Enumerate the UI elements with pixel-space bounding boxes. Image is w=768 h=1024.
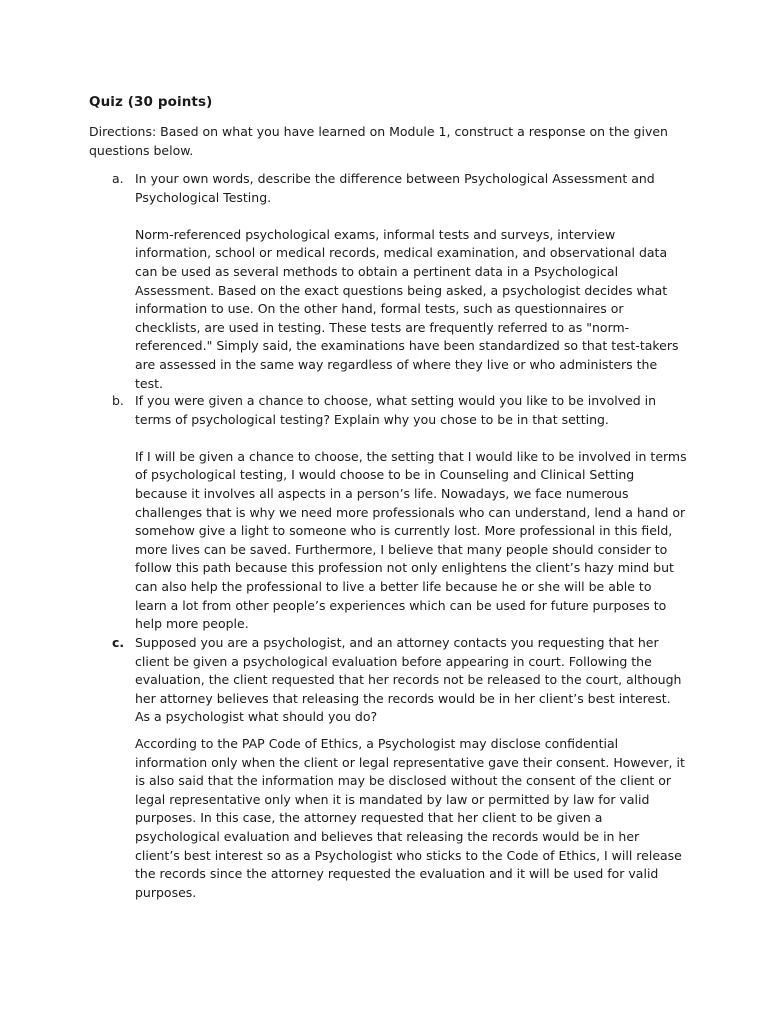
question-text: Supposed you are a psychologist, and an attorney contacts you requesting that her client be given a psychological evaluation before appearing in court. Following the evaluation, the client requested that her records not be released to the court, although her attorney believes that releasing the records would be in her client’s best interest. As a psychologist what should you do? [135, 635, 682, 725]
question-item-c [89, 634, 689, 902]
question-item-a [89, 170, 689, 393]
item-body [135, 634, 687, 902]
question-text: If you were given a chance to choose, what setting would you like to be involved in terms of psychological testing? Explain why you chose to be in that setting. [135, 393, 657, 427]
question-text: In your own words, describe the difference between Psychological Assessment and Psychological Testing. [135, 171, 655, 205]
answer-text: Norm-referenced psychological exams, informal tests and surveys, interview information, school or medical records, medical examination, and observational data can be used as several methods to obtain a pertinent data in a Psychological Assessment. Based on the exact questions being asked, a psychologist decides what information to use. On the other hand, formal tests, such as questionnaires or checklists, are used in testing. These tests are frequently referred to as "norm-referenced." Simply said, the examinations have been standardized so that test-takers are assessed in the same way regardless of where they live or who administers the test. [135, 226, 679, 391]
page-title: Quiz (30 points) [89, 94, 213, 110]
question-item-b [89, 392, 689, 634]
item-body [135, 392, 687, 634]
item-body [135, 170, 687, 393]
item-marker: a. [112, 171, 124, 186]
answer-text: According to the PAP Code of Ethics, a Psychologist may disclose confidential information only when the client or legal representative gave their consent. However, it is also said that the information may be disclosed without the consent of the client or legal representative only when it is mandated by law or permitted by law for valid purposes. In this case, the attorney requested that her client to be given a psychological evaluation and believes that releasing the records would be in her client’s best interest so as a Psychologist who sticks to the Code of Ethics, I will release the records since the attorney requested the evaluation and it will be used for valid purposes. [135, 735, 685, 900]
answer-text: If I will be given a chance to choose, the setting that I would like to be involved in terms of psychological testing, I would choose to be in Counseling and Clinical Setting because it involves all aspects in a person’s life. Nowadays, we face numerous challenges that is why we need more professionals who can understand, lend a hand or somehow give a light to someone who is currently lost. More professional in this field, more lives can be saved. Furthermore, I believe that many people should consider to follow this path because this profession not only enlightens the client’s hazy mind but can also help the professional to live a better life because he or she will be able to learn a lot from other people’s experiences which can be used for future purposes to help more people. [135, 448, 687, 632]
item-marker: c. [112, 635, 125, 650]
item-marker: b. [112, 393, 124, 408]
directions-text: Directions: Based on what you have learned on Module 1, construct a response on the given questions below. [89, 124, 668, 158]
